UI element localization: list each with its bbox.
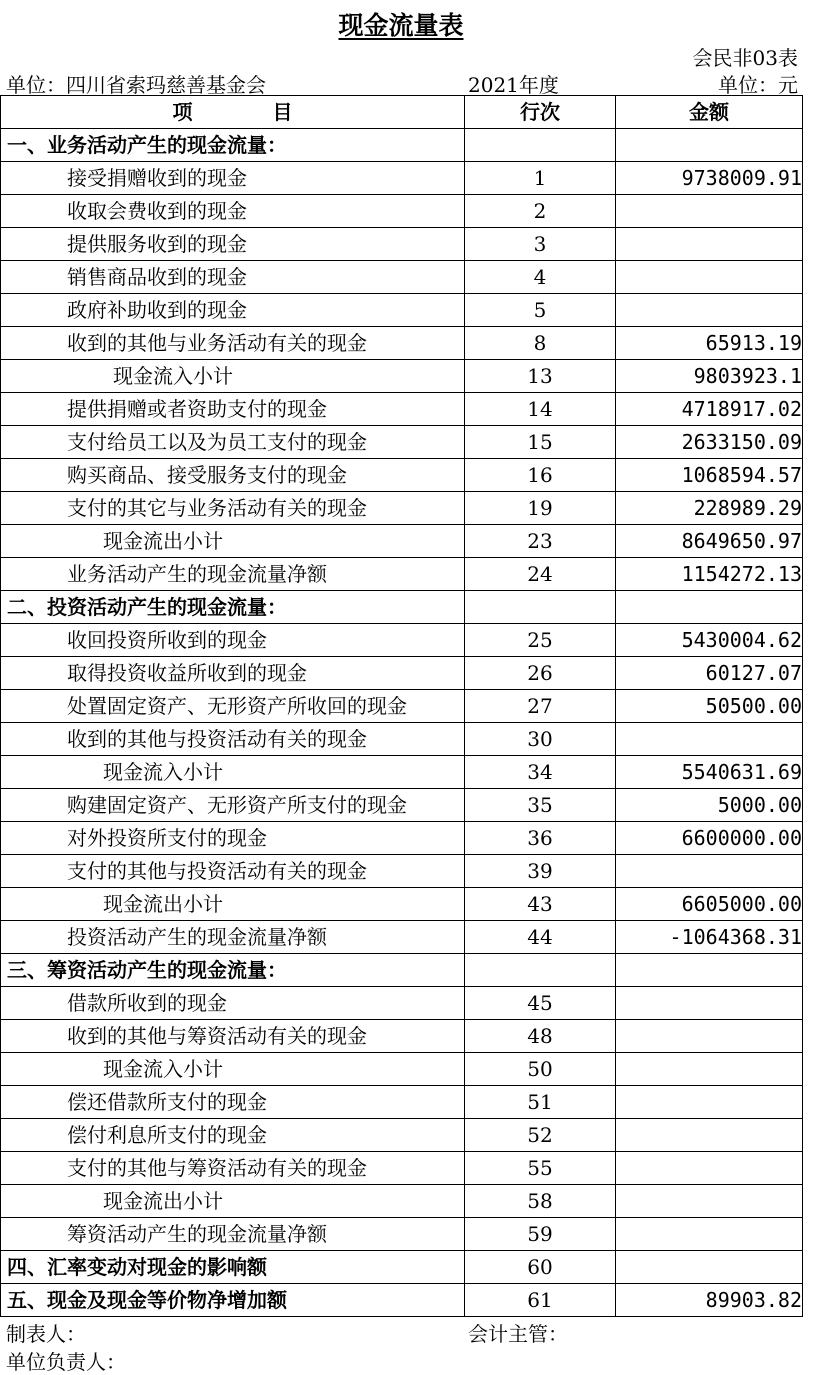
row-line-no: 48 bbox=[465, 1020, 616, 1053]
row-item-label: 购买商品、接受服务支付的现金 bbox=[1, 459, 465, 492]
row-line-no: 61 bbox=[465, 1284, 616, 1317]
row-line-no: 44 bbox=[465, 921, 616, 954]
row-line-no: 26 bbox=[465, 657, 616, 690]
table-row bbox=[1, 360, 803, 393]
row-item-label: 偿付利息所支付的现金 bbox=[1, 1119, 465, 1152]
row-item-label: 筹资活动产生的现金流量净额 bbox=[1, 1218, 465, 1251]
row-line-no: 55 bbox=[465, 1152, 616, 1185]
table-row bbox=[1, 459, 803, 492]
table-row bbox=[1, 921, 803, 954]
row-line-no: 52 bbox=[465, 1119, 616, 1152]
row-item-label: 四、汇率变动对现金的影响额 bbox=[1, 1251, 465, 1284]
row-amount bbox=[616, 591, 803, 624]
table-row bbox=[1, 1218, 803, 1251]
row-line-no: 45 bbox=[465, 987, 616, 1020]
row-line-no: 5 bbox=[465, 294, 616, 327]
row-line-no: 3 bbox=[465, 228, 616, 261]
row-line-no: 43 bbox=[465, 888, 616, 921]
row-line-no: 27 bbox=[465, 690, 616, 723]
row-amount: 9738009.91 bbox=[616, 162, 803, 195]
row-item-label: 投资活动产生的现金流量净额 bbox=[1, 921, 465, 954]
table-row bbox=[1, 1251, 803, 1284]
table-row bbox=[1, 393, 803, 426]
table-row bbox=[1, 1185, 803, 1218]
row-item-label: 支付的其它与业务活动有关的现金 bbox=[1, 492, 465, 525]
row-amount: 65913.19 bbox=[616, 327, 803, 360]
row-line-no bbox=[465, 591, 616, 624]
row-amount bbox=[616, 1152, 803, 1185]
row-amount: 2633150.09 bbox=[616, 426, 803, 459]
table-row bbox=[1, 525, 803, 558]
row-amount: 5540631.69 bbox=[616, 756, 803, 789]
row-item-label: 偿还借款所支付的现金 bbox=[1, 1086, 465, 1119]
row-line-no: 36 bbox=[465, 822, 616, 855]
table-row bbox=[1, 624, 803, 657]
row-item-label: 收到的其他与投资活动有关的现金 bbox=[1, 723, 465, 756]
row-line-no: 60 bbox=[465, 1251, 616, 1284]
row-amount: 4718917.02 bbox=[616, 393, 803, 426]
row-item-label: 五、现金及现金等价物净增加额 bbox=[1, 1284, 465, 1317]
row-item-label: 借款所收到的现金 bbox=[1, 987, 465, 1020]
table-row bbox=[1, 789, 803, 822]
header-item: 项 目 bbox=[1, 96, 465, 129]
accounting-supervisor-label: 会计主管： bbox=[468, 1322, 568, 1346]
report-title: 现金流量表 bbox=[338, 11, 464, 40]
row-line-no: 16 bbox=[465, 459, 616, 492]
currency-unit: 单位：元 bbox=[718, 73, 798, 97]
row-amount bbox=[616, 1185, 803, 1218]
header-amount: 金额 bbox=[616, 96, 803, 129]
row-item-label: 购建固定资产、无形资产所支付的现金 bbox=[1, 789, 465, 822]
row-item-label: 提供捐赠或者资助支付的现金 bbox=[1, 393, 465, 426]
row-item-label: 销售商品收到的现金 bbox=[1, 261, 465, 294]
row-amount: 60127.07 bbox=[616, 657, 803, 690]
row-line-no: 58 bbox=[465, 1185, 616, 1218]
row-amount bbox=[616, 987, 803, 1020]
table-row bbox=[1, 162, 803, 195]
row-amount: 5000.00 bbox=[616, 789, 803, 822]
row-line-no: 1 bbox=[465, 162, 616, 195]
table-row bbox=[1, 855, 803, 888]
row-item-label: 提供服务收到的现金 bbox=[1, 228, 465, 261]
table-row bbox=[1, 1284, 803, 1317]
row-item-label: 政府补助收到的现金 bbox=[1, 294, 465, 327]
row-line-no: 8 bbox=[465, 327, 616, 360]
unit-row bbox=[6, 69, 801, 97]
row-item-label: 三、筹资活动产生的现金流量： bbox=[1, 954, 465, 987]
row-amount bbox=[616, 1218, 803, 1251]
row-line-no bbox=[465, 129, 616, 162]
table-row bbox=[1, 690, 803, 723]
row-amount: 5430004.62 bbox=[616, 624, 803, 657]
row-line-no: 15 bbox=[465, 426, 616, 459]
row-item-label: 接受捐赠收到的现金 bbox=[1, 162, 465, 195]
table-row bbox=[1, 261, 803, 294]
row-amount: 50500.00 bbox=[616, 690, 803, 723]
table-row bbox=[1, 822, 803, 855]
row-line-no: 30 bbox=[465, 723, 616, 756]
row-amount: 8649650.97 bbox=[616, 525, 803, 558]
table-row bbox=[1, 954, 803, 987]
table-row bbox=[1, 129, 803, 162]
row-line-no: 2 bbox=[465, 195, 616, 228]
header-line-no: 行次 bbox=[465, 96, 616, 129]
preparer-label: 制表人： bbox=[6, 1322, 86, 1346]
row-item-label: 现金流出小计 bbox=[1, 525, 465, 558]
row-line-no: 13 bbox=[465, 360, 616, 393]
table-row bbox=[1, 327, 803, 360]
row-line-no: 51 bbox=[465, 1086, 616, 1119]
table-row bbox=[1, 756, 803, 789]
table-row bbox=[1, 492, 803, 525]
table-row bbox=[1, 1152, 803, 1185]
row-item-label: 业务活动产生的现金流量净额 bbox=[1, 558, 465, 591]
row-item-label: 支付给员工以及为员工支付的现金 bbox=[1, 426, 465, 459]
row-item-label: 处置固定资产、无形资产所收回的现金 bbox=[1, 690, 465, 723]
unit-head-label: 单位负责人： bbox=[6, 1350, 126, 1374]
report-year: 2021年度 bbox=[468, 73, 559, 97]
row-line-no: 24 bbox=[465, 558, 616, 591]
row-line-no bbox=[465, 954, 616, 987]
row-item-label: 支付的其他与筹资活动有关的现金 bbox=[1, 1152, 465, 1185]
row-item-label: 收取会费收到的现金 bbox=[1, 195, 465, 228]
row-item-label: 收回投资所收到的现金 bbox=[1, 624, 465, 657]
row-amount: 6600000.00 bbox=[616, 822, 803, 855]
row-item-label: 支付的其他与投资活动有关的现金 bbox=[1, 855, 465, 888]
table-row bbox=[1, 888, 803, 921]
row-item-label: 收到的其他与筹资活动有关的现金 bbox=[1, 1020, 465, 1053]
table-row bbox=[1, 228, 803, 261]
row-line-no: 39 bbox=[465, 855, 616, 888]
row-amount bbox=[616, 1086, 803, 1119]
table-row bbox=[1, 1119, 803, 1152]
row-amount bbox=[616, 228, 803, 261]
row-item-label: 收到的其他与业务活动有关的现金 bbox=[1, 327, 465, 360]
table-row bbox=[1, 723, 803, 756]
table-row bbox=[1, 426, 803, 459]
row-line-no: 14 bbox=[465, 393, 616, 426]
row-item-label: 现金流出小计 bbox=[1, 1185, 465, 1218]
row-line-no: 23 bbox=[465, 525, 616, 558]
row-item-label: 对外投资所支付的现金 bbox=[1, 822, 465, 855]
row-amount: 1068594.57 bbox=[616, 459, 803, 492]
row-amount bbox=[616, 1251, 803, 1284]
row-amount: 6605000.00 bbox=[616, 888, 803, 921]
row-amount bbox=[616, 1020, 803, 1053]
row-item-label: 二、投资活动产生的现金流量： bbox=[1, 591, 465, 624]
row-line-no: 4 bbox=[465, 261, 616, 294]
row-item-label: 取得投资收益所收到的现金 bbox=[1, 657, 465, 690]
row-amount: -1064368.31 bbox=[616, 921, 803, 954]
table-row bbox=[1, 987, 803, 1020]
table-row bbox=[1, 1086, 803, 1119]
table-row bbox=[1, 1053, 803, 1086]
row-item-label: 现金流入小计 bbox=[1, 756, 465, 789]
row-line-no: 35 bbox=[465, 789, 616, 822]
row-amount bbox=[616, 855, 803, 888]
row-line-no: 50 bbox=[465, 1053, 616, 1086]
unit-organization: 单位：四川省索玛慈善基金会 bbox=[6, 73, 266, 97]
row-item-label: 现金流入小计 bbox=[1, 360, 465, 393]
row-line-no: 25 bbox=[465, 624, 616, 657]
row-amount: 9803923.1 bbox=[616, 360, 803, 393]
table-header-row bbox=[1, 96, 803, 129]
row-line-no: 34 bbox=[465, 756, 616, 789]
row-amount bbox=[616, 261, 803, 294]
table-row bbox=[1, 195, 803, 228]
table-row bbox=[1, 1020, 803, 1053]
row-amount bbox=[616, 195, 803, 228]
row-line-no: 59 bbox=[465, 1218, 616, 1251]
row-line-no: 19 bbox=[465, 492, 616, 525]
row-item-label: 现金流入小计 bbox=[1, 1053, 465, 1086]
table-row bbox=[1, 591, 803, 624]
row-amount: 1154272.13 bbox=[616, 558, 803, 591]
table-row bbox=[1, 558, 803, 591]
row-amount bbox=[616, 129, 803, 162]
form-number: 会民非03表 bbox=[692, 46, 798, 70]
row-amount bbox=[616, 1119, 803, 1152]
row-item-label: 一、业务活动产生的现金流量： bbox=[1, 129, 465, 162]
table-row bbox=[1, 294, 803, 327]
row-amount: 228989.29 bbox=[616, 492, 803, 525]
row-amount bbox=[616, 723, 803, 756]
table-row bbox=[1, 657, 803, 690]
cash-flow-table bbox=[0, 95, 803, 1317]
row-item-label: 现金流出小计 bbox=[1, 888, 465, 921]
row-amount bbox=[616, 954, 803, 987]
row-amount bbox=[616, 294, 803, 327]
row-amount: 89903.82 bbox=[616, 1284, 803, 1317]
row-amount bbox=[616, 1053, 803, 1086]
